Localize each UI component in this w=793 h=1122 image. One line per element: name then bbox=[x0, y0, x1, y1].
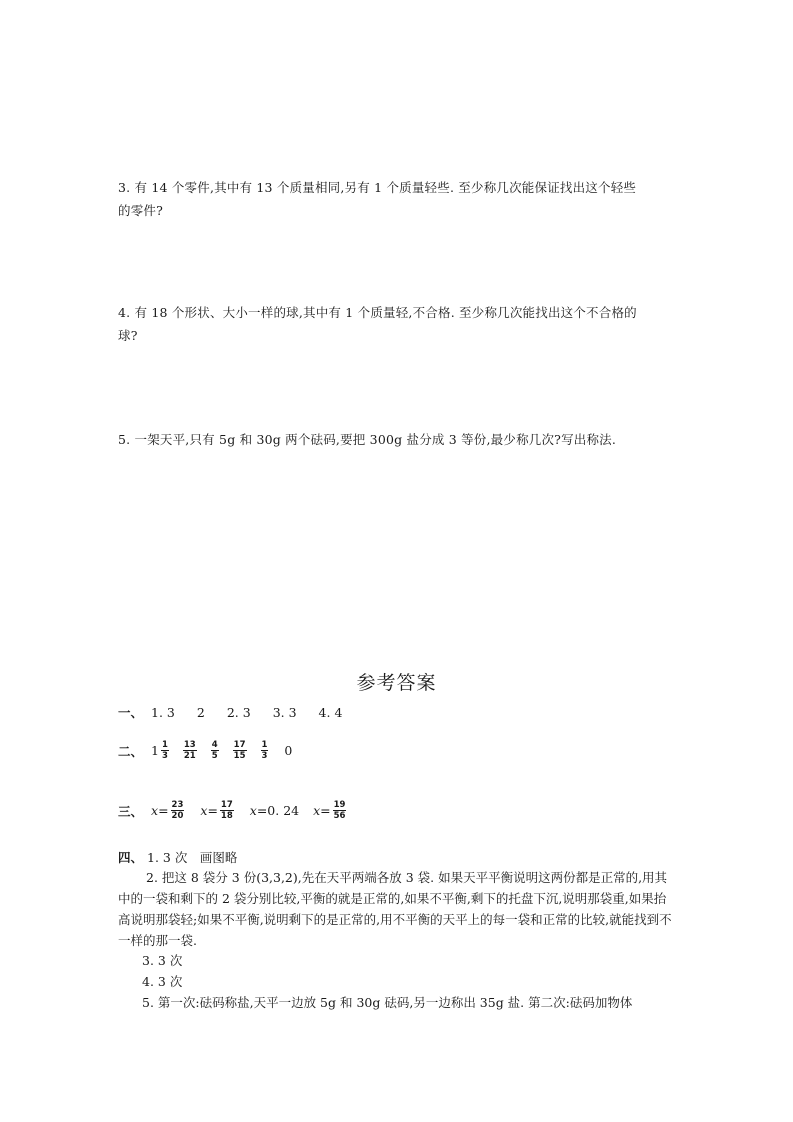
fraction-term bbox=[231, 740, 249, 761]
fraction: $\frac{23}{20}$ bbox=[171, 800, 184, 821]
answer-4-4: 4. 3 次 bbox=[142, 974, 183, 989]
equation-term: x= $\frac{23}{20}$ bbox=[151, 800, 184, 821]
answer-4-2: 2. 把这 8 袋分 3 份(3,3,2),先在天平两端各放 3 袋. 如果天平平衡说明这两份都是正常的,用其中的一袋和剩下的 2 袋分别比较,平衡的就是正常的,如果不平衡,剩下的托盘下沉,说明那袋重,如果抬高说明那袋轻;如果不平衡,说明剩下的是正常的,用不平衡的天平上的每一袋和正常的比较,就能找到不一样的那一袋. bbox=[118, 870, 672, 948]
answer-4-3: 3. 3 次 bbox=[142, 953, 183, 968]
fraction-term bbox=[209, 740, 221, 761]
answer-section-4-header bbox=[118, 848, 237, 866]
fraction: $\frac{17}{18}$ bbox=[220, 800, 233, 821]
answer-item: 2. 3 bbox=[226, 704, 251, 720]
answer-section-3 bbox=[118, 800, 362, 821]
answer-item: 4. 4 bbox=[318, 704, 343, 720]
fraction: $\frac{17}{15}$ bbox=[233, 740, 246, 761]
answer-item: 3. 3 bbox=[272, 704, 297, 720]
fraction-term bbox=[181, 740, 199, 761]
answer-item: 0 bbox=[284, 743, 293, 758]
fraction: $\frac{4}{5}$ bbox=[211, 740, 218, 761]
fraction: $\frac{1}{3}$ bbox=[161, 740, 168, 761]
equation-term: x= 0. 24 bbox=[249, 803, 300, 818]
answer-4-5: 5. 第一次:砝码称盐,天平一边放 5g 和 30g 砝码,另一边称出 35g 盐. 第二次:砝码加物体 bbox=[142, 995, 633, 1010]
fraction-term bbox=[259, 740, 271, 761]
equation-term: x= $\frac{19}{56}$ bbox=[313, 800, 346, 821]
fraction: $\frac{13}{21}$ bbox=[183, 740, 196, 761]
mixed-whole: 1 bbox=[151, 743, 159, 758]
section-3-label: 三、 bbox=[118, 803, 144, 819]
question-3-line1: 3. 有 14 个零件,其中有 13 个质量相同,另有 1 个质量轻些. 至少称几次能保证找出这个轻些 bbox=[118, 180, 637, 195]
question-5-line1: 5. 一架天平,只有 5g 和 30g 两个砝码,要把 300g 盐分成 3 等份,最少称几次?写出称法. bbox=[118, 432, 617, 447]
answers-title: 参考答案 bbox=[356, 672, 437, 694]
answer-section-2 bbox=[118, 740, 292, 761]
question-4-line2: 球? bbox=[118, 328, 138, 343]
answer-item: 1. 3 bbox=[151, 704, 175, 720]
fraction: $\frac{1}{3}$ bbox=[261, 740, 268, 761]
fraction: $\frac{19}{56}$ bbox=[333, 800, 346, 821]
section-4-label: 四、 bbox=[118, 850, 144, 865]
mixed-number bbox=[151, 740, 171, 761]
equation-term: x= $\frac{17}{18}$ bbox=[200, 800, 233, 821]
section-1-label: 一、 bbox=[118, 705, 144, 720]
question-4-line1: 4. 有 18 个形状、大小一样的球,其中有 1 个质量轻,不合格. 至少称几次能找出这个不合格的 bbox=[118, 305, 637, 320]
answer-item: 1. 3 次 画图略 bbox=[147, 850, 238, 865]
answer-section-1 bbox=[118, 703, 364, 721]
question-3-line2: 的零件? bbox=[118, 203, 164, 218]
answer-item: 2 bbox=[196, 704, 205, 720]
section-2-label: 二、 bbox=[118, 743, 144, 759]
